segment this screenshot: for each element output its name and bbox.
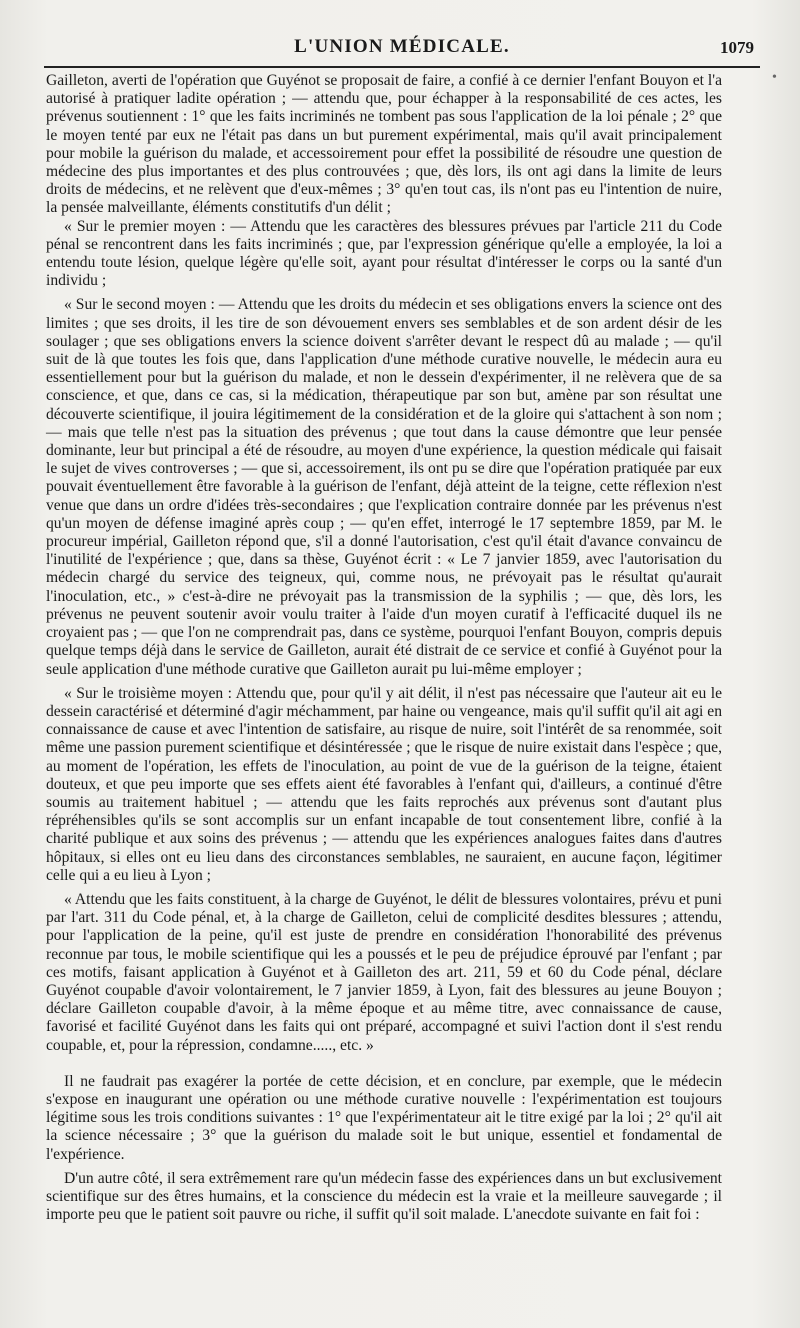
paragraph-first-plea: « Sur le premier moyen : — Attendu que les caractères des blessures prévues par l'article 211 du Code pénal se rencontrent dans les faits incriminés ; que, par l'expression générique qu'elle a employée, la loi a entendu toute lésion, quelque légère qu'elle soit, ayant pour résultat d'intéresser le corps ou la santé d'un individu ; [46,217,722,290]
running-title: L'UNION MÉDICALE. [294,36,510,57]
margin-speck: • [772,70,777,85]
paragraph-second-plea: « Sur le second moyen : — Attendu que les droits du médecin et ses obligations envers la science ont des limites ; que ses droits, il les tire de son dévouement envers ses semblables et de son ardent désir de les soulager ; que ses obligations envers la science doivent s'arrêter devant le respect dû au malade ; — qu'il suit de là que toutes les fois que, dans l'application d'une méthode curative nouvelle, le médecin aura eu essentiellement pour but la guérison du malade, et non le dessein d'expérimenter, il ne relèvera que de sa conscience, et que, dans ce cas, si la médication, thérapeutique par son but, amène par son résultat une découverte scientifique, il jouira légitimement de la considération et de la gloire qui s'attachent à son nom ; — mais que telle n'est pas la situation des prévenus ; que tout dans la cause démontre que leur pensée dominante, leur but principal a été de résoudre, au moyen d'une expérience, la question médicale qui faisait le sujet de vives controverses ; — que si, accessoirement, ils ont pu se dire que l'opération pratiquée par eux pouvait éventuellement être favorable à la guérison de l'enfant, déjà atteint de la teigne, cette réflexion n'est venue que dans un ordre d'idées très-secondaires ; que l'explication contraire donnée par les prévenus n'est qu'un moyen de défense imaginé après coup ; — qu'en effet, interrogé le 17 septembre 1859, par M. le procureur impérial, Gailleton répond que, s'il a donné l'autorisation, c'est qu'il était d'avance convaincu de l'inutilité de l'expérience ; que, dans sa thèse, Guyénot écrit : « Le 7 janvier 1859, avec l'autorisation du médecin chargé du service des teigneux, qui, comme nous, ne prévoyait pas le résultat qu'aurait l'inoculation, etc., » c'est-à-dire ne prévoyait pas la transmission de la syphilis ; — que, dès lors, les prévenus ne peuvent soutenir avoir voulu traiter à l'aide d'un moyen curatif à l'efficacité duquel ils ne croyaient pas ; — que l'on ne comprendrait pas, dans ce système, pourquoi l'enfant Bouyon, compris depuis quelque temps déjà dans le service de Gailleton, aurait été distrait de ce service et confié à Guyénot pour la seule application d'une méthode curative que Gailleton aurait pu lui-même employer ; [46,296,722,678]
paragraph-commentary: Il ne faudrait pas exagérer la portée de cette décision, et en conclure, par exemple, que le médecin s'expose en inaugurant une opération ou une méthode curative nouvelle : l'expérimentation est toujours légitime sous les trois conditions suivantes : 1° que l'expérimentateur ait le titre exigé par la loi ; 2° qu'il ait la science nécessaire ; 3° que la guérison du malade soit le but unique, essentiel et fondamental de l'expérience. [46,1072,722,1163]
paragraph-third-plea: « Sur le troisième moyen : Attendu que, pour qu'il y ait délit, il n'est pas nécessaire que l'auteur ait eu le dessein caractérisé et déterminé d'agir méchamment, par haine ou vengeance, mais qu'il suffit qu'il ait agi en connaissance de cause et avec l'intention de satisfaire, au risque de nuire, soit l'intérêt de sa renommée, soit même une passion purement scientifique et désintéressée ; que le risque de nuire existait dans l'espèce ; que, au moment de l'opération, les effets de l'inoculation, au point de vue de la guérison de la teigne, étaient douteux, et que peu importe que ses effets aient été favorables à l'enfant qui, d'ailleurs, a continué d'être soumis au traitement habituel ; — attendu que les faits reprochés aux prévenus sont d'autant plus répréhensibles qu'ils se sont accomplis sur un enfant incapable de tout consentement libre, confié à la charité publique et aux soins des prévenus ; — attendu que les expériences analogues faites dans d'autres hôpitaux, si elles ont eu lieu dans des circonstances semblables, ne sauraient, en aucune façon, légitimer celle qui a eu lieu à Lyon ; [46,684,722,884]
header-rule [44,66,760,68]
page-number: 1079 [720,38,754,57]
paragraph-anecdote-intro: D'un autre côté, il sera extrêmement rare qu'un médecin fasse des expériences dans un but exclusivement scientifique sur des êtres humains, et la conscience du médecin est la vraie et la meilleure sauvegarde ; il importe peu que le patient soit pauvre ou riche, il suffit qu'il soit malade. L'anecdote suivante en fait foi : [46,1169,722,1224]
paragraph-continuation: Gailleton, averti de l'opération que Guyénot se proposait de faire, a confié à ce dernier l'enfant Bouyon et l'a autorisé à pratiquer ladite opération ; — attendu que, pour échapper à la responsabilité de ces actes, les prévenus soutiennent : 1° que les faits incriminés ne tombent pas sous l'application de la loi pénale ; 2° que le moyen tenté par eux ne l'était pas dans un but purement expérimental, mais qu'il avait principalement pour mobile la guérison du malade, et accessoirement pour effet la possibilité de résoudre une question de médecine des plus importantes et des plus controuvées ; que, dès lors, ils ont agi dans la limite de leurs droits de médecins, et ne relèvent que d'eux-mêmes ; 3° qu'en tout cas, ils n'ont pas eu l'intention de nuire, la pensée malveillante, éléments constitutifs d'un délit ; [46,72,722,217]
body-text [46,72,722,1224]
paragraph-judgment: « Attendu que les faits constituent, à la charge de Guyénot, le délit de blessures volontaires, prévu et puni par l'art. 311 du Code pénal, et, à la charge de Gailleton, celui de complicité desdites blessures ; attendu, pour l'application de la peine, qu'il est juste de prendre en considération l'honorabilité des prévenus reconnue par tous, le mobile scientifique qui les a poussés et le peu de préjudice éprouvé par l'enfant ; par ces motifs, faisant application à Guyénot et à Gailleton des art. 211, 59 et 60 du Code pénal, déclare Guyénot coupable d'avoir volontairement, le 7 janvier 1859, à Lyon, fait des blessures au jeune Bouyon ; déclare Gailleton coupable d'avoir, à la même époque et au même titre, avec connaissance de cause, favorisé et facilité Guyénot dans les faits qui ont préparé, accompagné et suivi l'action dont il s'est rendu coupable, et, pour la répression, condamne....., etc. » [46,890,722,1054]
page-header [44,32,760,62]
